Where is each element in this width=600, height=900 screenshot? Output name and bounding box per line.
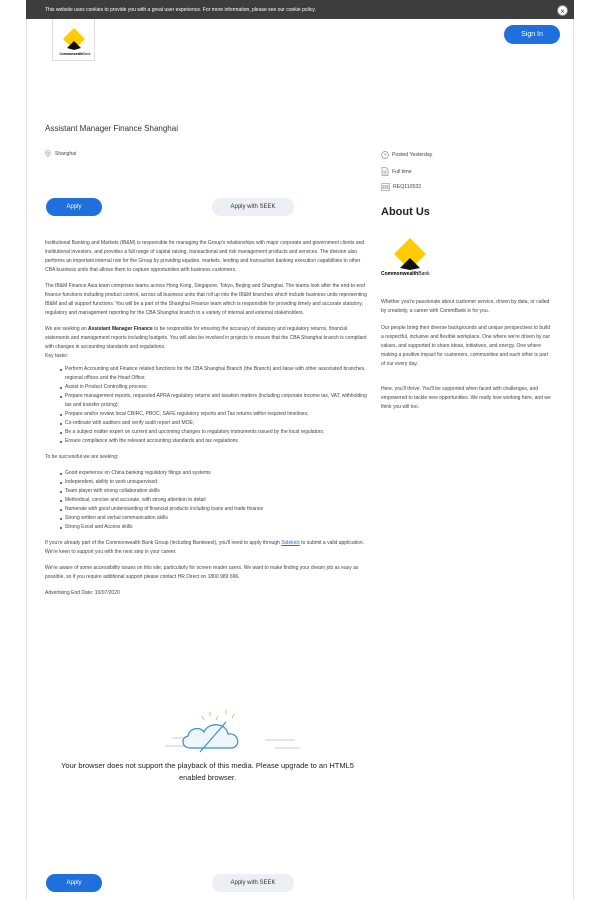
sidekick-link[interactable]: Sidekick (281, 540, 300, 546)
apply-with-seek-button-bottom[interactable]: Apply with SEEK (212, 874, 294, 892)
apply-with-seek-button[interactable]: Apply with SEEK (212, 198, 294, 216)
about-paragraph-2: Our people bring their diverse backgrounds and unique perspectives to build a respectful, inclusive and flexible workplace. One where we're driven by our values, and supported to share ideas, initiatives, and energy. One where making a positive impact for customers, communities and each other is part of our every day. (381, 325, 551, 367)
cookie-text: This website uses cookies to provide you with a great user experience. For more information, please see our cookie policy. (45, 6, 316, 13)
posted-label: Posted Yesterday (392, 152, 433, 158)
list-item: Assist in Product Controlling process; (45, 383, 367, 392)
location-label: Shanghai (55, 150, 77, 157)
reference-label: REQ110532 (393, 184, 422, 190)
requirements-list (45, 469, 367, 532)
location-pin-icon (45, 150, 51, 157)
diamond-logo-icon (63, 28, 85, 50)
sign-in-button[interactable]: Sign In (504, 25, 560, 44)
list-item: Numerate with good understanding of financial products including loans and trade finance (45, 505, 367, 514)
job-description (45, 239, 367, 605)
job-type-label: Full time (392, 168, 412, 175)
tasks-heading: Key tasks: (45, 353, 69, 359)
description-paragraph: If you're already part of the Commonwealth Bank Group (including Bankwest), you'll need to apply through Sidekick to submit a valid application. We're keen to support you with the next step in your career. (45, 540, 365, 555)
list-item: Methodical, concise and accurate, with strong attention to detail (45, 496, 367, 505)
apply-button[interactable]: Apply (46, 198, 102, 216)
list-item: Good experience on China banking regulatory filings and systems (45, 469, 367, 478)
list-item: Ensure compliance with the relevant accounting standards and tax regulations (45, 437, 367, 446)
list-item: Prepare and/or review local CBIRC, PBOC, SAFE regulatory reports and Tax returns within required timelines; (45, 410, 367, 419)
list-item: Strong Excel and Access skills (45, 523, 367, 532)
list-item: Be a subject matter expert on current and upcoming changes to regulatory instruments issued by the local regulators; (45, 428, 367, 437)
about-logo-wordmark: CommonwealthBank (381, 271, 430, 277)
role-name: Assistant Manager Finance (88, 326, 153, 332)
job-type (381, 167, 412, 176)
logo-wordmark: CommonwealthBank (59, 52, 91, 56)
description-paragraph: We're aware of some accessibility issues on this site, particularly for screen reader users. We want to make finding your dream job as easy as possible, so if you require additional support please contact HR Direct on 1800 989 696. (45, 565, 359, 580)
company-logo[interactable] (52, 18, 95, 61)
list-item: Prepare management reports, requested APRA regulatory returns and taxation matters (including corporate income tax, VAT, withholding tax and transfer pricing); (45, 392, 367, 410)
list-item: Independent, ability to work unsupervised (45, 478, 367, 487)
barcode-icon (381, 183, 390, 191)
job-reference (381, 183, 421, 191)
advertising-end-date: Advertising End Date: 10/07/2020 (45, 590, 120, 596)
list-item: Team player with strong collaboration skills (45, 487, 367, 496)
list-item: Co-ordinate with auditors and verify audit report and MOE; (45, 419, 367, 428)
description-paragraph: The IB&M Finance Asia team comprises teams across Hong Kong, Singapore, Tokyo, Beijing and Shanghai. The teams look after the end-to-end finance functions including product control, across all business units that roll up into the IB&M branches which include business units representing IB&M and all support functions. You will be a part of the Shanghai Finance team which is responsible for providing timely and accurate statutory, regulatory and management reporting for the CBA Shanghai branch to a variety of internal and external stakeholders. (45, 283, 367, 316)
apply-button-bottom[interactable]: Apply (46, 874, 102, 892)
page-title: Assistant Manager Finance Shanghai (45, 124, 178, 133)
about-paragraph-3: Here, you'll thrive. You'll be supported when faced with challenges, and empowered to tackle new opportunities. We really love working here, and we think you will too. (381, 386, 551, 410)
list-item: Strong written and verbal communication skills (45, 514, 367, 523)
about-paragraph-1: Whether you're passionate about customer service, driven by data, or called by creativity, a career with CommBank is for you. (381, 299, 550, 314)
video-unsupported-message: Your browser does not support the playback of this media. Please upgrade to an HTML5 enabled browser. (61, 761, 354, 782)
success-heading: To be successful we are seeking: (45, 454, 119, 460)
tasks-list (45, 365, 367, 446)
about-heading: About Us (381, 206, 430, 218)
description-paragraph: We are seeking an Assistant Manager Finance to be responsible for ensuring the accuracy of statutory and regulatory returns, financial statements and management reports including budgets. You will also be involved in projects to ensure that the CBA Shanghai branch is compliant with changes in accounting standards and regulations. (45, 326, 367, 350)
job-location (45, 150, 76, 157)
close-icon[interactable]: × (557, 5, 568, 16)
document-icon (381, 167, 389, 176)
list-item: Perform Accounting and Finance related functions for the CBA Shanghai Branch (the Branch) and liaise with other associated branches, regional offices and the Head Office; (45, 365, 367, 383)
clock-icon (381, 151, 389, 159)
cookie-banner (26, 0, 574, 19)
description-paragraph: Institutional Banking and Markets (IB&M) is responsible for managing the Group's relationships with major corporate and government clients and institutional investors, and provides a full range of capital raising, transactional and risk management products and services. The division also performs an important internal role for the Group by providing equities, markets, lending and transaction banking execution capabilities to other CBA business units that allows them to capture opportunities with business customers. (45, 240, 365, 273)
posted-date (381, 151, 432, 159)
